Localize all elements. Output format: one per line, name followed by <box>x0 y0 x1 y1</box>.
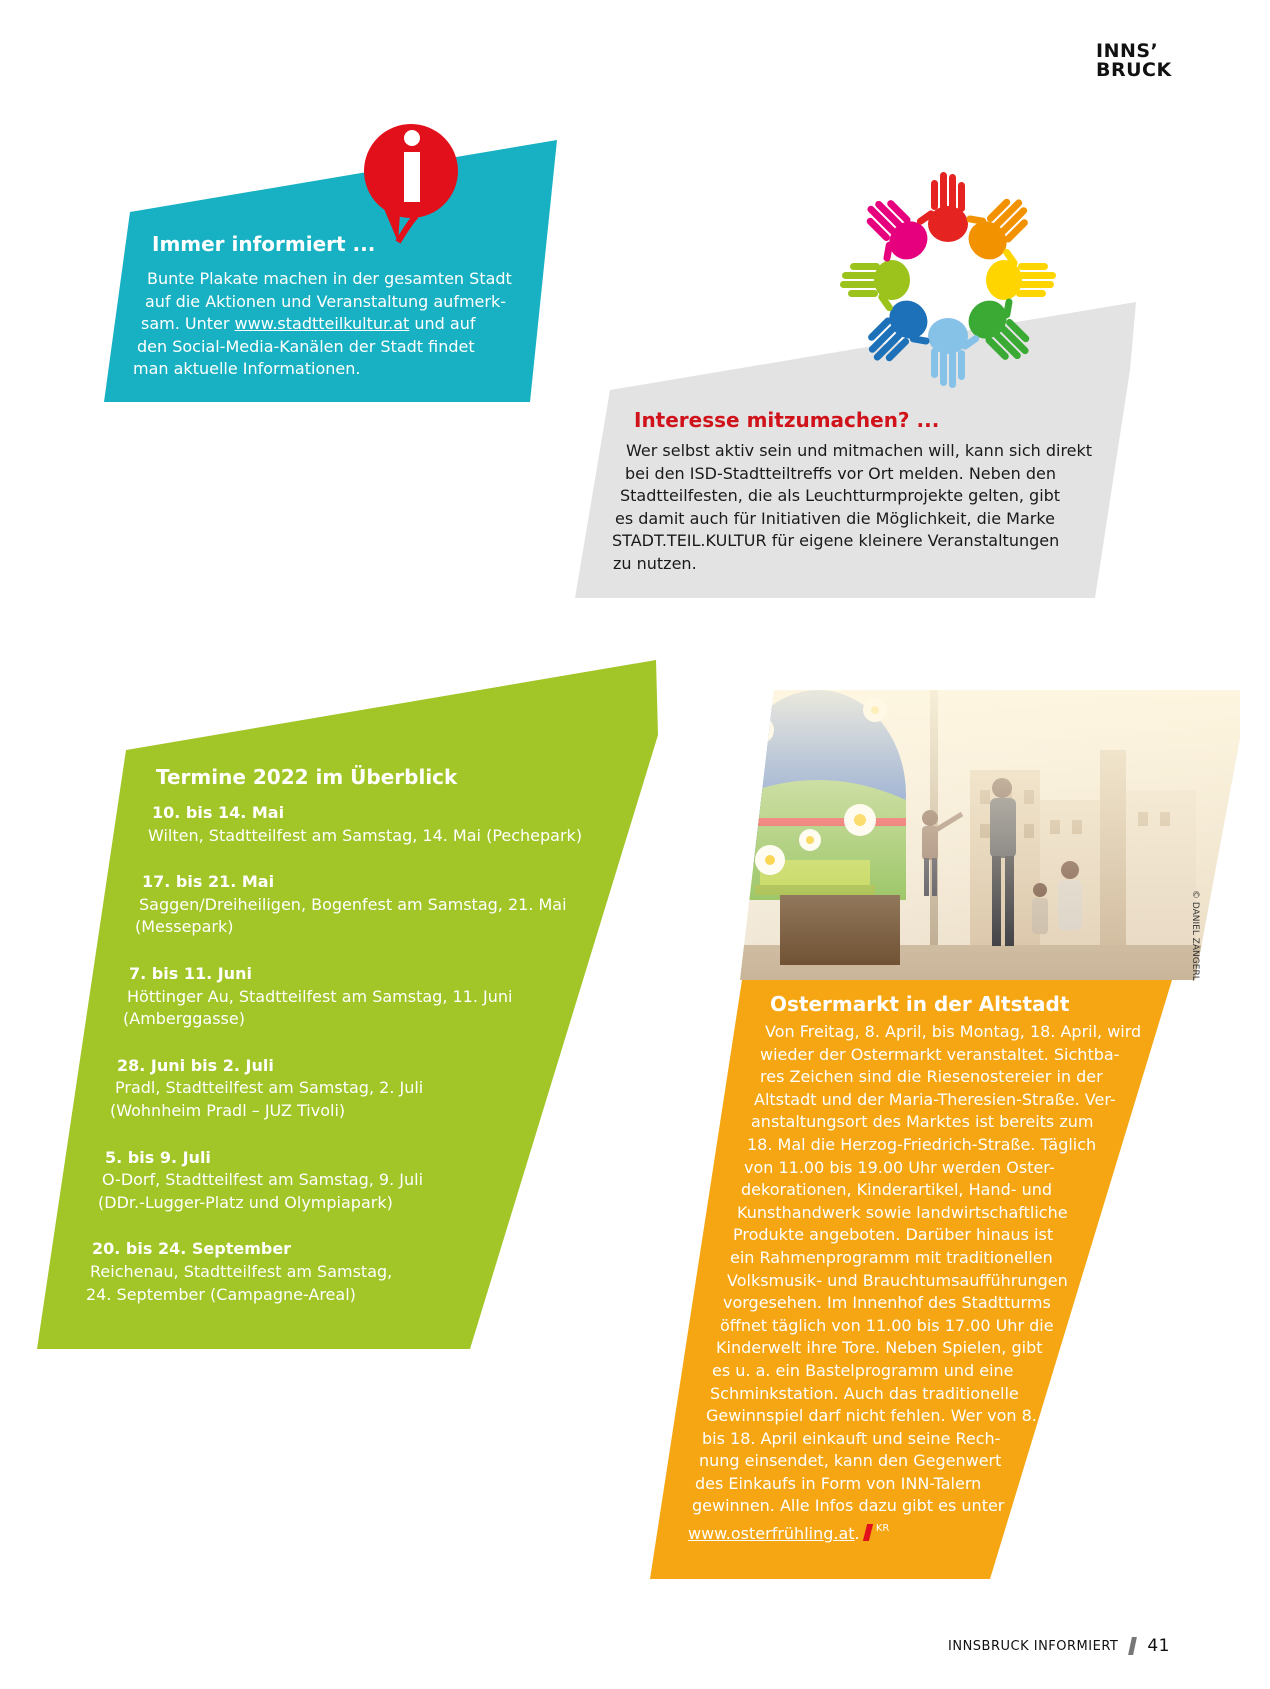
oster-line: anstaltungsort des Marktes ist bereits zum <box>751 1112 1094 1132</box>
info-line: auf die Aktionen und Veranstaltung aufmerk- <box>145 291 506 311</box>
oster-line: 18. Mal die Herzog-Friedrich-Straße. Täglich <box>747 1134 1097 1154</box>
interesse-line: zu nutzen. <box>613 553 697 573</box>
oster-line: wieder der Ostermarkt veranstaltet. Sichtba- <box>760 1044 1120 1064</box>
oster-line: es u. a. ein Bastelprogramm und eine <box>712 1360 1014 1380</box>
ostermarkt-photo <box>740 690 1240 980</box>
event-line: O-Dorf, Stadtteilfest am Samstag, 9. Juli <box>102 1170 424 1190</box>
oster-line: res Zeichen sind die Riesenostereier in der <box>760 1067 1103 1087</box>
interesse-line: Wer selbst aktiv sein und mitmachen will, kann sich direkt <box>626 441 1093 460</box>
event-line: Reichenau, Stadtteilfest am Samstag, <box>90 1261 393 1281</box>
event-line: (DDr.-Lugger-Platz und Olympiapark) <box>98 1192 393 1212</box>
footer-divider <box>1128 1637 1137 1655</box>
event-line: Höttinger Au, Stadtteilfest am Samstag, 11. Juni <box>127 986 513 1006</box>
oster-line: gewinnen. Alle Infos dazu gibt es unter <box>692 1496 1005 1516</box>
stadtteilkultur-link[interactable]: www.stadtteilkultur.at <box>234 314 410 334</box>
oster-line: Volksmusik- und Brauchtumsaufführungen <box>727 1270 1068 1290</box>
oster-line: bis 18. April einkauft und seine Rech- <box>702 1428 1001 1448</box>
event-line: 24. September (Campagne-Areal) <box>86 1284 356 1304</box>
event-line: Wilten, Stadtteilfest am Samstag, 14. Mai (Pechepark) <box>148 825 583 845</box>
end-mark-icon <box>863 1524 873 1541</box>
oster-line: Schminkstation. Auch das traditionelle <box>710 1383 1019 1403</box>
page-footer <box>948 1636 1170 1656</box>
footer-label: INNSBRUCK INFORMIERT <box>948 1638 1119 1654</box>
oster-line: von 11.00 bis 19.00 Uhr werden Oster- <box>744 1157 1055 1177</box>
event-date: 17. bis 21. Mai <box>142 872 275 892</box>
interesse-line: es damit auch für Initiativen die Möglichkeit, die Marke <box>615 508 1055 528</box>
interesse-line: bei den ISD-Stadtteiltreffs vor Ort melden. Neben den <box>625 463 1057 483</box>
oster-text <box>0 1021 1141 1546</box>
info-line: den Social-Media-Kanälen der Stadt findet <box>137 336 475 356</box>
event-date: 7. bis 11. Juni <box>129 963 252 983</box>
oster-line: www.osterfrühling.at. $^{KR}$ <box>688 1523 890 1544</box>
oster-line: Altstadt und der Maria-Theresien-Straße. Ver- <box>754 1089 1116 1109</box>
oster-line: Produkte angeboten. Darüber hinaus ist <box>733 1225 1054 1245</box>
page-number: 41 <box>1147 1636 1170 1656</box>
oster-line: Kunsthandwerk sowie landwirtschaftliche <box>737 1202 1068 1222</box>
interesse-line: Stadtteilfesten, die als Leuchtturmprojekte gelten, gibt <box>620 486 1061 506</box>
interesse-text <box>0 440 1092 576</box>
colorful-hands-icon <box>838 170 1058 390</box>
termine-title: Termine 2022 im Überblick <box>156 765 458 789</box>
info-title: Immer informiert ... <box>152 232 376 256</box>
oster-title: Ostermarkt in der Altstadt <box>770 992 1070 1016</box>
interesse-line: STADT.TEIL.KULTUR für eigene kleinere Veranstaltungen <box>612 531 1060 551</box>
oster-line: Gewinnspiel darf nicht fehlen. Wer von 8. <box>706 1406 1037 1426</box>
event-line: (Wohnheim Pradl – JUZ Tivoli) <box>110 1100 346 1120</box>
oster-line: dekorationen, Kinderartikel, Hand- und <box>741 1180 1053 1200</box>
osterfruehling-link[interactable]: www.osterfrühling.at <box>688 1524 855 1544</box>
info-icon <box>360 118 460 248</box>
oster-line: vorgesehen. Im Innenhof des Stadtturms <box>723 1293 1051 1313</box>
event-line: (Amberggasse) <box>123 1009 245 1029</box>
photo-credit: © DANIEL ZANGERL <box>1190 890 1200 981</box>
info-line: man aktuelle Informationen. <box>133 359 361 379</box>
info-line: sam. Unter www.stadtteilkultur.at und auf <box>141 314 476 334</box>
logo-line-2: BRUCK <box>1096 59 1172 81</box>
oster-line: Von Freitag, 8. April, bis Montag, 18. April, wird <box>765 1022 1142 1041</box>
oster-line: öffnet täglich von 11.00 bis 17.00 Uhr die <box>720 1315 1054 1335</box>
event-line: Pradl, Stadtteilfest am Samstag, 2. Juli <box>115 1078 424 1098</box>
info-line: Bunte Plakate machen in der gesamten Stadt <box>147 269 512 288</box>
event-date: 5. bis 9. Juli <box>105 1147 211 1167</box>
event-date: 20. bis 24. September <box>92 1239 292 1259</box>
event-line: Saggen/Dreiheiligen, Bogenfest am Samstag, 21. Mai <box>139 894 567 914</box>
logo-line-1: INNS’ <box>1096 40 1159 62</box>
author-tag: KR <box>875 1523 890 1535</box>
event-date: 10. bis 14. Mai <box>152 803 285 822</box>
oster-line: nung einsendet, kann den Gegenwert <box>699 1451 1002 1471</box>
oster-line: des Einkaufs in Form von INN-Talern <box>695 1473 982 1493</box>
info-text <box>0 268 512 381</box>
event-date: 28. Juni bis 2. Juli <box>117 1055 274 1075</box>
oster-line: ein Rahmenprogramm mit traditionellen <box>730 1247 1053 1267</box>
interesse-title: Interesse mitzumachen? ... <box>634 408 940 432</box>
event-line: (Messepark) <box>135 917 234 937</box>
oster-line: Kinderwelt ihre Tore. Neben Spielen, gibt <box>716 1338 1043 1358</box>
